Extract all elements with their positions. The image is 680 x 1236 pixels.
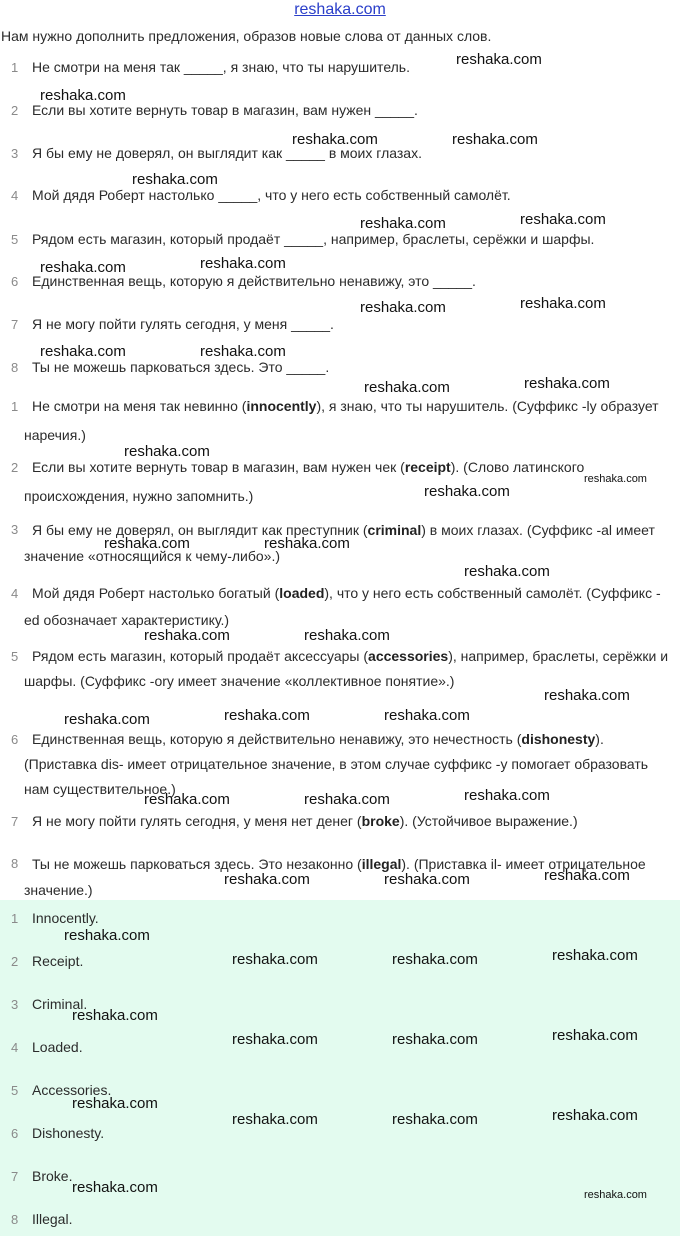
task-text: Мой дядя Роберт настолько _____, что у него есть собственный самолёт. <box>32 187 511 203</box>
watermark: reshaka.com <box>144 791 230 808</box>
explanation-item <box>0 580 680 634</box>
answer-word: illegal <box>361 856 402 872</box>
item-number: 4 <box>11 586 19 601</box>
task-text: Единственная вещь, которую я действительно ненавижу, это _____. <box>32 273 476 289</box>
watermark: reshaka.com <box>40 343 126 360</box>
watermark: reshaka.com <box>232 951 318 968</box>
task-text: Рядом есть магазин, который продаёт _____, например, браслеты, серёжки и шарфы. <box>32 231 595 247</box>
watermark: reshaka.com <box>452 131 538 148</box>
explanation-item <box>0 392 680 450</box>
watermark: reshaka.com <box>360 299 446 316</box>
watermark: reshaka.com <box>200 343 286 360</box>
answer-word: accessories <box>368 648 449 664</box>
task-item <box>0 56 680 79</box>
watermark: reshaka.com <box>264 535 350 552</box>
item-number: 4 <box>11 188 19 203</box>
watermark: reshaka.com <box>384 871 470 888</box>
item-number: 2 <box>11 954 19 969</box>
explanation-text: Я бы ему не доверял, он выглядит как преступник (criminal) в моих глазах. (Суффикс -al имеет значение «относящийся к чему-либо».) <box>24 522 655 564</box>
answer-item <box>0 1208 680 1231</box>
answer-word: loaded <box>279 585 325 601</box>
explanation-item <box>0 809 680 834</box>
answer-word: innocently <box>246 398 317 414</box>
watermark: reshaka.com <box>364 379 450 396</box>
watermark: reshaka.com <box>224 871 310 888</box>
watermark: reshaka.com <box>520 211 606 228</box>
watermark: reshaka.com <box>584 1189 647 1201</box>
answer-text: Accessories. <box>32 1082 112 1098</box>
item-number: 7 <box>11 814 19 829</box>
answer-text: Receipt. <box>32 953 84 969</box>
answer-word: receipt <box>404 459 451 475</box>
watermark: reshaka.com <box>124 443 210 460</box>
item-number: 8 <box>11 360 19 375</box>
item-number: 7 <box>11 317 19 332</box>
watermark: reshaka.com <box>144 627 230 644</box>
watermark: reshaka.com <box>104 535 190 552</box>
watermark: reshaka.com <box>72 1095 158 1112</box>
item-number: 6 <box>11 274 19 289</box>
task-text: Я бы ему не доверял, он выглядит как _____ в моих глазах. <box>32 145 422 161</box>
item-number: 5 <box>11 232 19 247</box>
watermark: reshaka.com <box>72 1179 158 1196</box>
watermark: reshaka.com <box>520 295 606 312</box>
watermark: reshaka.com <box>584 473 647 485</box>
answer-word: dishonesty <box>521 731 596 747</box>
answer-text: Dishonesty. <box>32 1125 105 1141</box>
site-title-link[interactable]: reshaka.com <box>294 1 386 18</box>
watermark: reshaka.com <box>304 791 390 808</box>
watermark: reshaka.com <box>464 787 550 804</box>
item-number: 1 <box>11 60 19 75</box>
item-number: 3 <box>11 522 19 537</box>
item-number: 5 <box>11 1083 19 1098</box>
answer-text: Broke. <box>32 1168 73 1184</box>
watermark: reshaka.com <box>200 255 286 272</box>
item-number: 6 <box>11 1126 19 1141</box>
answer-word: criminal <box>367 522 422 538</box>
task-text: Не смотри на меня так _____, я знаю, что ты нарушитель. <box>32 59 410 75</box>
watermark: reshaka.com <box>232 1031 318 1048</box>
watermark: reshaka.com <box>40 87 126 104</box>
watermark: reshaka.com <box>232 1111 318 1128</box>
answer-item <box>0 1122 680 1145</box>
explanation-text: Мой дядя Роберт настолько богатый (loaded), что у него есть собственный самолёт. (Суффикс -ed обозначает характеристику.) <box>24 585 661 628</box>
item-number: 4 <box>11 1040 19 1055</box>
watermark: reshaka.com <box>132 171 218 188</box>
task-text: Ты не можешь парковаться здесь. Это _____. <box>32 359 330 375</box>
item-number: 3 <box>11 146 19 161</box>
watermark: reshaka.com <box>64 711 150 728</box>
answer-word: broke <box>361 813 400 829</box>
watermark: reshaka.com <box>552 1027 638 1044</box>
explanation-text: Ты не можешь парковаться здесь. Это незаконно (illegal). (Приставка il- имеет отрицательное значение.) <box>24 856 646 898</box>
task-item <box>0 184 680 207</box>
item-number: 5 <box>11 649 19 664</box>
explanation-text: Единственная вещь, которую я действительно ненавижу, это нечестность (dishonesty). (Приставка dis- имеет отрицательное значение, в этом случае суффикс -y помогает образовать нам существительное.) <box>24 731 649 797</box>
watermark: reshaka.com <box>524 375 610 392</box>
item-number: 1 <box>11 911 19 926</box>
watermark: reshaka.com <box>360 215 446 232</box>
item-number: 6 <box>11 732 19 747</box>
task-text: Я не могу пойти гулять сегодня, у меня _____. <box>32 316 334 332</box>
watermark: reshaka.com <box>544 687 630 704</box>
item-number: 1 <box>11 399 19 414</box>
watermark: reshaka.com <box>304 627 390 644</box>
answer-text: Innocently. <box>32 910 99 926</box>
watermark: reshaka.com <box>464 563 550 580</box>
item-number: 8 <box>11 1212 19 1227</box>
explanation-text: Если вы хотите вернуть товар в магазин, вам нужен чек (receipt). (Слово латинского происхождения, нужно запомнить.) <box>24 459 585 504</box>
watermark: reshaka.com <box>552 1107 638 1124</box>
answer-text: Illegal. <box>32 1211 73 1227</box>
watermark: reshaka.com <box>40 259 126 276</box>
task-text: Если вы хотите вернуть товар в магазин, вам нужен _____. <box>32 102 418 118</box>
task-item <box>0 313 680 336</box>
watermark: reshaka.com <box>456 51 542 68</box>
explanation-text: Рядом есть магазин, который продаёт аксессуары (accessories), например, браслеты, серёжки и шарфы. (Суффикс -ory имеет значение «коллективное понятие».) <box>24 648 669 689</box>
watermark: reshaka.com <box>392 1111 478 1128</box>
answer-text: Loaded. <box>32 1039 83 1055</box>
item-number: 8 <box>11 856 19 871</box>
item-number: 3 <box>11 997 19 1012</box>
answer-text: Criminal. <box>32 996 88 1012</box>
explanation-text: Я не могу пойти гулять сегодня, у меня нет денег (broke). (Устойчивое выражение.) <box>32 813 578 829</box>
item-number: 2 <box>11 460 19 475</box>
explanation-text: Не смотри на меня так невинно (innocently), я знаю, что ты нарушитель. (Суффикс -ly образует наречия.) <box>24 398 659 443</box>
watermark: reshaka.com <box>552 947 638 964</box>
watermark: reshaka.com <box>544 867 630 884</box>
task-item <box>0 228 680 251</box>
item-number: 2 <box>11 103 19 118</box>
watermark: reshaka.com <box>392 951 478 968</box>
watermark: reshaka.com <box>72 1007 158 1024</box>
watermark: reshaka.com <box>424 483 510 500</box>
watermark: reshaka.com <box>224 707 310 724</box>
explanation-item <box>0 453 680 511</box>
watermark: reshaka.com <box>292 131 378 148</box>
item-number: 7 <box>11 1169 19 1184</box>
watermark: reshaka.com <box>384 707 470 724</box>
watermark: reshaka.com <box>392 1031 478 1048</box>
watermark: reshaka.com <box>64 927 150 944</box>
intro-text: Нам нужно дополнить предложения, образов новые слова от данных слов. <box>1 28 492 44</box>
